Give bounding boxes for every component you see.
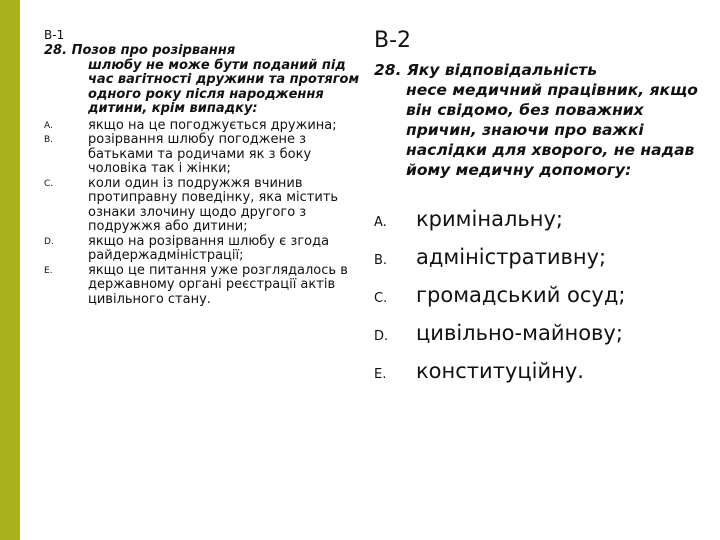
option-letter: E. <box>44 265 53 276</box>
variant-2-option-e <box>374 354 714 392</box>
variant-1-option-d <box>44 235 364 264</box>
variant-1-options <box>44 119 364 308</box>
variant-1-option-e <box>44 264 364 308</box>
option-letter: A. <box>374 215 387 230</box>
variant-2-question-number: 28. <box>374 61 402 79</box>
variant-2-option-b <box>374 240 714 278</box>
option-text: конституційну. <box>416 359 584 383</box>
option-letter: B. <box>374 253 388 268</box>
decorative-side-bar <box>0 0 20 540</box>
variant-1-question-first-line: Позов про розірвання <box>71 43 236 58</box>
variant-2-label: В-2 <box>374 28 412 53</box>
variant-2-option-c <box>374 278 714 316</box>
variant-1-question-number: 28. <box>44 43 68 58</box>
variant-1-option-c <box>44 177 364 235</box>
variant-1-option-b <box>44 133 364 177</box>
option-text: кримінальну; <box>416 207 563 231</box>
variant-1-label: В-1 <box>44 28 65 42</box>
variant-2-question <box>374 60 714 180</box>
option-letter: A. <box>44 120 53 131</box>
option-letter: B. <box>44 135 54 145</box>
option-text: громадський осуд; <box>416 283 626 307</box>
option-text: якщо це питання уже розглядалось в державному органі реєстрації актів цивільного стану. <box>88 262 348 307</box>
option-text: адміністративну; <box>416 245 607 269</box>
option-letter: D. <box>44 236 54 247</box>
variant-1-question-text: шлюбу не може бути поданий під час вагітності дружини та протягом одного року після народження дитини, крім випадку: <box>88 57 360 116</box>
option-text: якщо на розірвання шлюбу є згода райдержадміністрації; <box>88 233 330 263</box>
option-letter: C. <box>374 291 388 306</box>
variant-2-question-text: несе медичний працівник, якщо він свідомо, без поважних причин, знаючи про важкі наслідки для хворого, не надав йому медичну допомогу: <box>406 81 698 179</box>
variant-1-column <box>44 28 364 307</box>
option-text: якщо на це погоджується дружина; <box>88 117 337 133</box>
variant-2-question-first-line: Яку відповідальність <box>406 61 598 79</box>
variant-2-column <box>374 28 714 392</box>
option-text: цивільно-майнову; <box>416 321 623 345</box>
variant-2-option-d <box>374 316 714 354</box>
option-letter: E. <box>374 367 387 382</box>
option-letter: C. <box>44 178 54 189</box>
variant-2-options <box>374 202 714 392</box>
variant-2-option-a <box>374 202 714 240</box>
variant-1-question <box>44 44 364 117</box>
option-text: розірвання шлюбу погоджене з батьками та родичами як з боку чоловіка так і жінки; <box>88 132 312 176</box>
option-letter: D. <box>374 329 389 344</box>
option-text: коли один із подружжя вчинив протиправну поведінку, яка містить ознаки злочину щодо другого з подружжя або дитини; <box>88 175 339 234</box>
variant-1-option-a <box>44 119 364 134</box>
